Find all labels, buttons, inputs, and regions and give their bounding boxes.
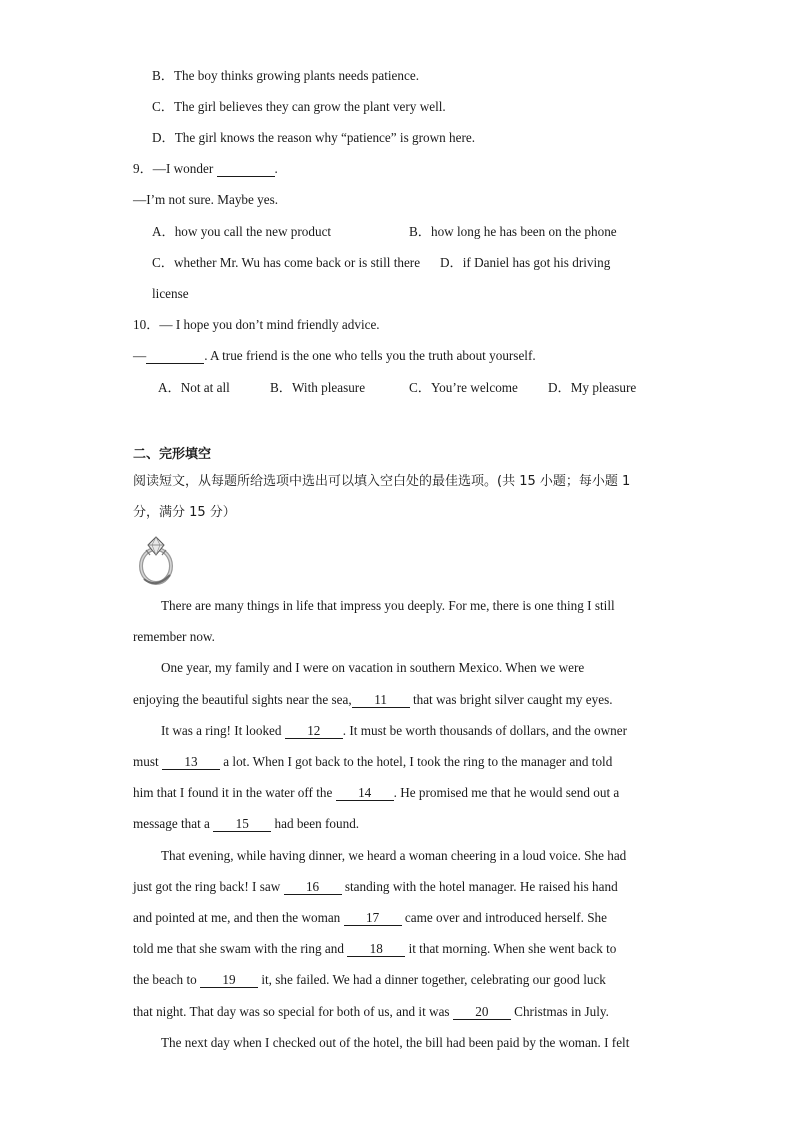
passage-p5-line1: The next day when I checked out of the hotel, the bill had been paid by the woman. I felt: [161, 1035, 630, 1050]
text-segment: a lot. When I got back to the hotel, I took the ring to the manager and told: [223, 754, 613, 769]
passage-p2-line1: One year, my family and I were on vacation in southern Mexico. When we were: [161, 660, 585, 675]
blank-14: 14: [336, 785, 394, 801]
q9-option-a: A．how you call the new product: [152, 224, 332, 239]
section-instructions: 阅读短文，从每题所给选项中选出可以填入空白处的最佳选项。(共 15 小题；每小题 1: [133, 474, 631, 489]
passage-p1-line2: remember now.: [133, 629, 215, 644]
passage-p4-line5: [133, 971, 606, 989]
q9-stem: [133, 160, 278, 178]
text-segment: message that a: [133, 816, 210, 831]
text-segment: the beach to: [133, 972, 197, 987]
passage-p3-line2: [133, 753, 612, 771]
ring-image: [134, 533, 178, 587]
q10-option-b: B．With pleasure: [270, 380, 366, 395]
blank-19: 19: [200, 972, 258, 988]
q9-reply: —I’m not sure. Maybe yes.: [133, 192, 279, 207]
q8-option-b: B．The boy thinks growing plants needs patience.: [152, 68, 419, 83]
passage-p4-line6: [133, 1003, 609, 1021]
q8-option-d: D．The girl knows the reason why “patience” is grown here.: [152, 130, 475, 145]
passage-p1-line1: There are many things in life that impress you deeply. For me, there is one thing I still: [161, 598, 615, 613]
q9-blank: [217, 161, 275, 177]
blank-17: 17: [344, 910, 402, 926]
q10-blank: [146, 348, 204, 364]
q9-stem-prefix: 9．—I wonder: [133, 161, 214, 176]
q10-stem: 10．— I hope you don’t mind friendly advice.: [133, 317, 380, 332]
q9-option-d-cont: license: [152, 286, 189, 301]
q10-option-a: A．Not at all: [158, 380, 230, 395]
blank-20: 20: [453, 1004, 511, 1020]
text-segment: told me that she swam with the ring and: [133, 941, 344, 956]
blank-15: 15: [213, 816, 271, 832]
text-segment: It was a ring! It looked: [161, 723, 282, 738]
q10-option-d: D．My pleasure: [548, 380, 637, 395]
text-segment: that night. That day was so special for both of us, and it was: [133, 1004, 450, 1019]
q9-option-c: C．whether Mr. Wu has come back or is still there: [152, 255, 421, 270]
blank-11: 11: [352, 692, 410, 708]
text-segment: it, she failed. We had a dinner together, celebrating our good luck: [261, 972, 606, 987]
text-segment: enjoying the beautiful sights near the sea,: [133, 692, 352, 707]
text-segment: . He promised me that he would send out a: [393, 785, 620, 800]
section-instructions-cont: 分，满分 15 分）: [133, 505, 236, 520]
text-segment: . It must be worth thousands of dollars, and the owner: [342, 723, 627, 738]
text-segment: and pointed at me, and then the woman: [133, 910, 341, 925]
q9-option-d: D．if Daniel has got his driving: [440, 255, 611, 270]
passage-p4-line3: [133, 909, 607, 927]
text-segment: just got the ring back! I saw: [133, 879, 281, 894]
blank-12: 12: [285, 723, 343, 739]
text-segment: him that I found it in the water off the: [133, 785, 333, 800]
q10-reply-prefix: —: [133, 348, 147, 363]
text-segment: standing with the hotel manager. He raised his hand: [344, 879, 618, 894]
text-segment: must: [133, 754, 159, 769]
passage-p4-line4: [133, 940, 616, 958]
passage-p4-line1: That evening, while having dinner, we heard a woman cheering in a loud voice. She had: [161, 848, 627, 863]
q10-option-c: C．You’re welcome: [409, 380, 518, 395]
passage-p3-line4: [133, 815, 359, 833]
text-segment: that was bright silver caught my eyes.: [412, 692, 613, 707]
q10-reply: [133, 347, 536, 365]
passage-p3-line1: [161, 722, 627, 740]
q8-option-c: C．The girl believes they can grow the plant very well.: [152, 99, 446, 114]
passage-p2-line2: [133, 691, 613, 709]
passage-p4-line2: [133, 878, 618, 896]
text-segment: Christmas in July.: [514, 1004, 609, 1019]
q9-stem-suffix: .: [274, 161, 278, 176]
section-heading: 二、完形填空: [133, 447, 212, 462]
text-segment: came over and introduced herself. She: [404, 910, 608, 925]
q9-option-b: B．how long he has been on the phone: [409, 224, 617, 239]
blank-16: 16: [284, 879, 342, 895]
blank-18: 18: [347, 941, 405, 957]
text-segment: it that morning. When she went back to: [408, 941, 617, 956]
passage-p3-line3: [133, 784, 619, 802]
q10-reply-suffix: . A true friend is the one who tells you the truth about yourself.: [204, 348, 536, 363]
text-segment: had been found.: [274, 816, 360, 831]
blank-13: 13: [162, 754, 220, 770]
